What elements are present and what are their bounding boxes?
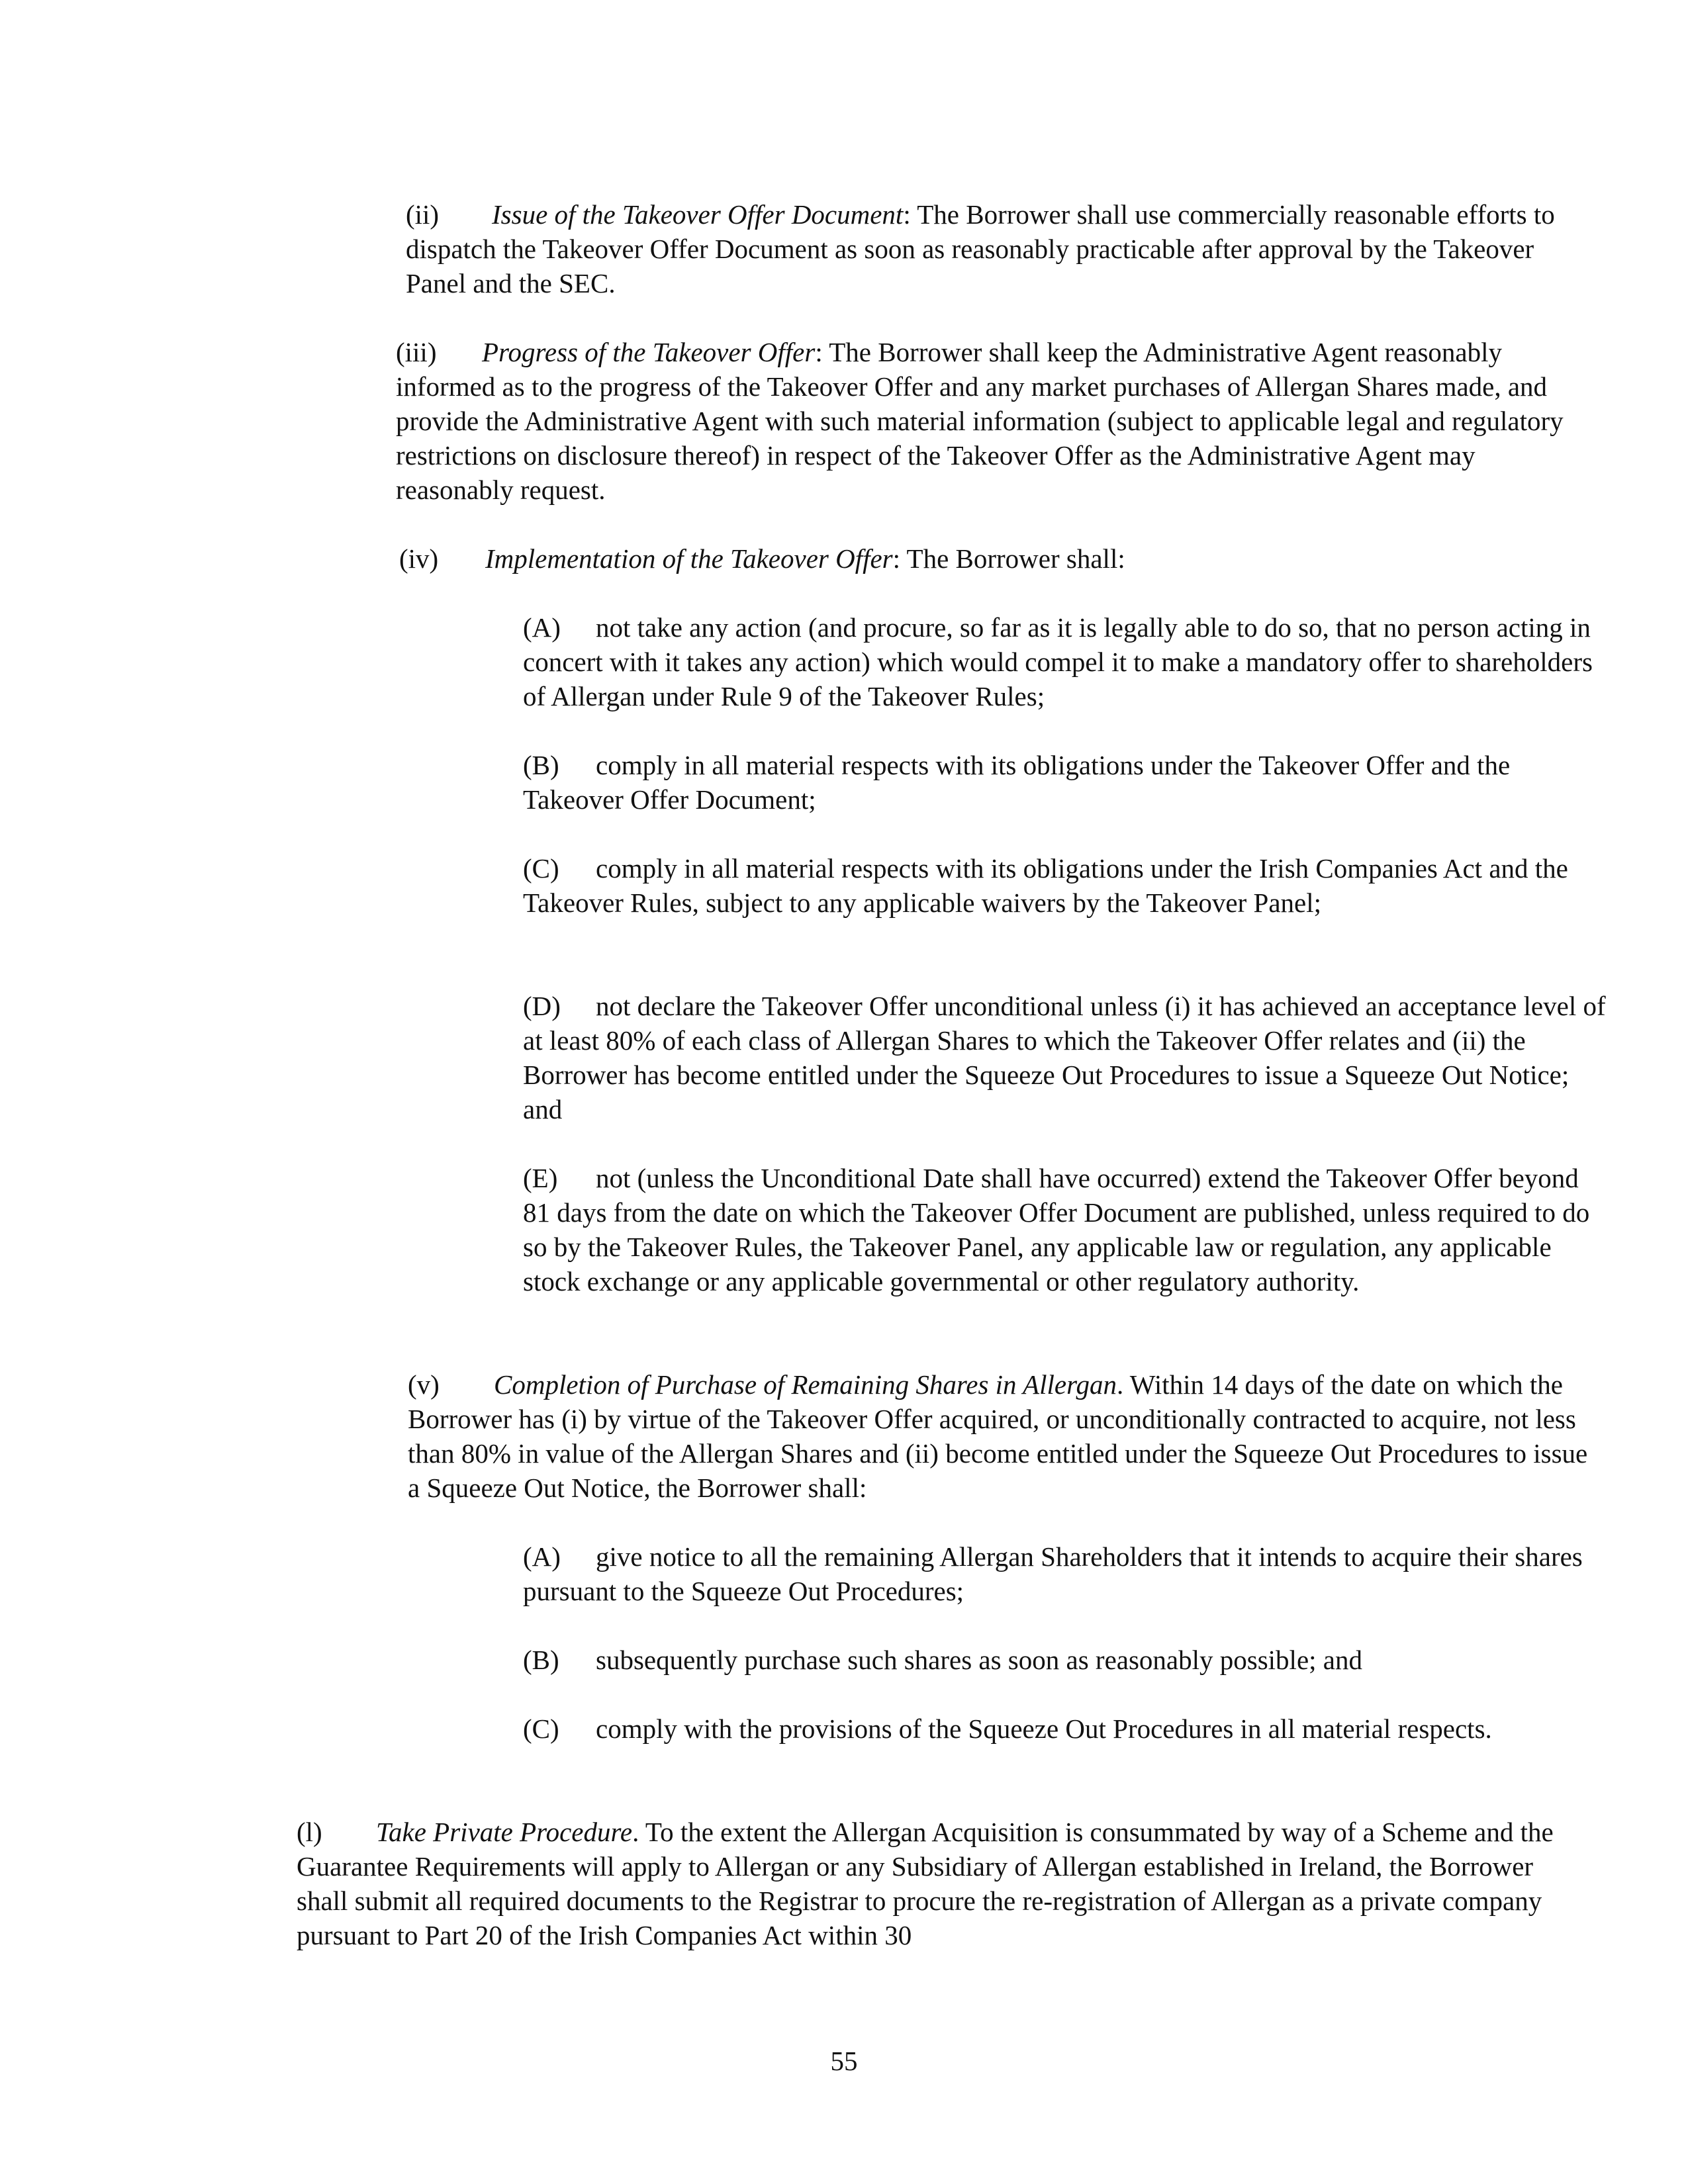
paragraph-number: (ii) <box>406 199 440 230</box>
subparagraph-number: (E) <box>523 1163 558 1193</box>
subparagraph-iv-D <box>405 989 1606 1126</box>
subparagraph-number: (B) <box>523 750 559 780</box>
paragraph-heading: Completion of Purchase of Remaining Shares in Allergan <box>494 1369 1117 1400</box>
paragraph-heading: Implementation of the Takeover Offer <box>485 543 893 574</box>
subparagraph-text: not (unless the Unconditional Date shall have occurred) extend the Takeover Offer beyond 81 days from the date on which the Takeover Offer Document are published, unless required to do so by the Takeover Rules, the Takeover Panel, any applicable law or regulation, any applicable stock exchange or any applicable governmental or other regulatory authority. <box>523 1163 1590 1297</box>
subparagraph-iv-E <box>405 1161 1606 1298</box>
paragraph-text: . Within 14 days of the date on which the Borrower has (i) by virtue of the Takeover Offer acquired, or unconditionally contracted to acquire, not less than 80% in value of the Allergan Shares and (ii) become entitled under the Squeeze Out Procedures to issue a Squeeze Out Notice, the Borrower shall: <box>408 1369 1588 1503</box>
subparagraph-text: give notice to all the remaining Allergan Shareholders that it intends to acquire their shares pursuant to the Squeeze Out Procedures; <box>523 1541 1583 1606</box>
subparagraph-text: comply with the provisions of the Squeeze Out Procedures in all material respects. <box>596 1713 1492 1744</box>
paragraph-iii <box>297 335 1587 507</box>
subparagraph-iv-A <box>405 610 1606 713</box>
subparagraph-text: subsequently purchase such shares as soon as reasonably possible; and <box>596 1645 1362 1675</box>
subparagraph-number: (C) <box>523 853 559 884</box>
subparagraph-v-C <box>405 1711 1606 1746</box>
subparagraph-number: (A) <box>523 612 561 643</box>
paragraph-iv <box>297 541 1591 576</box>
subparagraph-number: (B) <box>523 1645 559 1675</box>
subparagraph-v-A <box>405 1539 1606 1608</box>
paragraph-ii <box>297 197 1597 300</box>
subparagraph-iv-B <box>405 748 1606 817</box>
subparagraph-v-B <box>405 1643 1606 1677</box>
paragraph-heading: Issue of the Takeover Offer Document <box>492 199 904 230</box>
paragraph-heading: Take Private Procedure <box>376 1817 633 1847</box>
paragraph-text: . To the extent the Allergan Acquisition is consummated by way of a Scheme and the Guarantee Requirements will apply to Allergan or any Subsidiary of Allergan established in Ireland, the Borrower shall submit all required documents to the Registrar to procure the re-registration of Allergan as a private company pursuant to Part 20 of the Irish Companies Act within 30 <box>297 1817 1554 1950</box>
paragraph-number: (iii) <box>396 337 437 367</box>
paragraph-text: : The Borrower shall use commercially reasonable efforts to dispatch the Takeover Offer Document as soon as reasonably practicable after approval by the Takeover Panel and the SEC. <box>406 199 1555 298</box>
paragraph-v <box>297 1367 1599 1505</box>
subparagraph-iv-C <box>405 851 1606 920</box>
paragraph-text: : The Borrower shall keep the Administrative Agent reasonably informed as to the progress of the Takeover Offer and any market purchases of Allergan Shares made, and provide the Administrative Agent with such material information (subject to applicable legal and regulatory restrictions on disclosure thereof) in respect of the Takeover Offer as the Administrative Agent may reasonably request. <box>396 337 1564 505</box>
paragraph-number: (v) <box>408 1369 440 1400</box>
paragraph-heading: Progress of the Takeover Offer <box>482 337 816 367</box>
subparagraph-text: comply in all material respects with its obligations under the Takeover Offer and the Takeover Offer Document; <box>523 750 1511 815</box>
paragraph-text: : The Borrower shall: <box>892 543 1125 574</box>
subparagraph-number: (A) <box>523 1541 561 1572</box>
subparagraph-text: not declare the Takeover Offer unconditional unless (i) it has achieved an acceptance level of at least 80% of each class of Allergan Shares to which the Takeover Offer relates and (ii) the Borrower has become entitled under the Squeeze Out Procedures to issue a Squeeze Out Notice; and <box>523 991 1606 1124</box>
subparagraph-text: comply in all material respects with its obligations under the Irish Companies Act and the Takeover Rules, subject to any applicable waivers by the Takeover Panel; <box>523 853 1568 918</box>
paragraph-l <box>200 1815 1585 1952</box>
paragraph-number: (l) <box>297 1817 322 1847</box>
paragraph-number: (iv) <box>399 543 439 574</box>
subparagraph-text: not take any action (and procure, so far as it is legally able to do so, that no person acting in concert with it takes any action) which would compel it to make a mandatory offer to shareholders of Allergan under Rule 9 of the Takeover Rules; <box>523 612 1593 711</box>
subparagraph-number: (C) <box>523 1713 559 1744</box>
subparagraph-number: (D) <box>523 991 561 1021</box>
page-number: 55 <box>830 2046 858 2076</box>
